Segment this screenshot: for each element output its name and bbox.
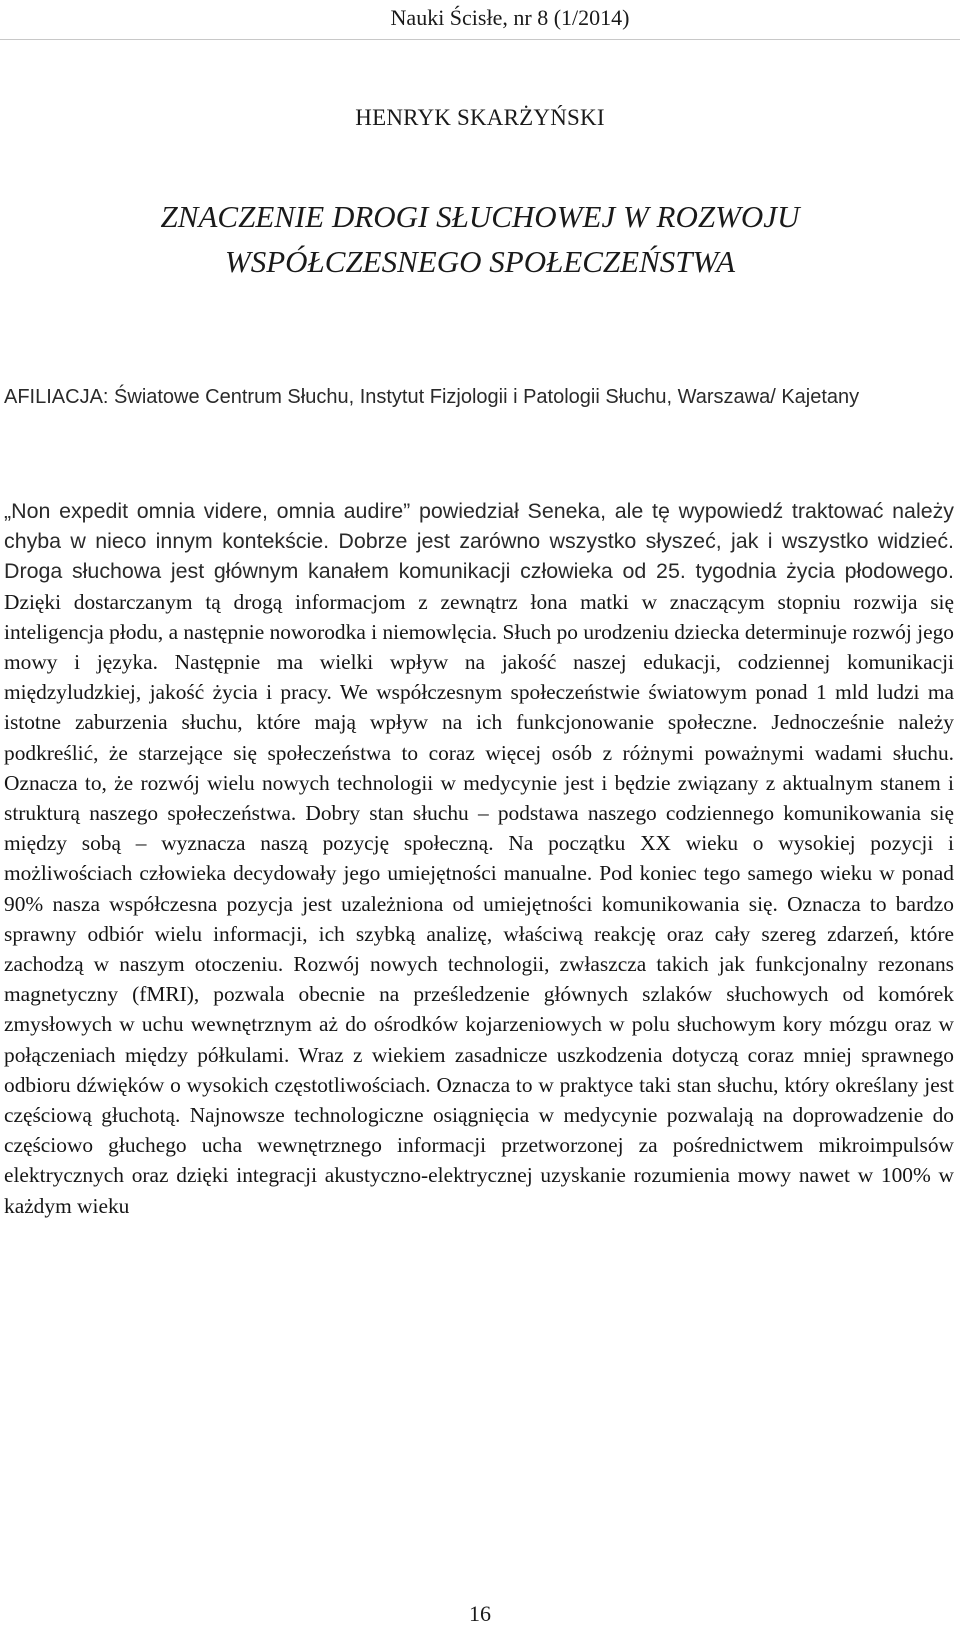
title-line-1: ZNACZENIE DROGI SŁUCHOWEJ W ROZWOJU [160, 199, 800, 234]
affiliation: AFILIACJA: Światowe Centrum Słuchu, Instytut Fizjologii i Patologii Słuchu, Warszawa/ Kajetany [4, 386, 860, 408]
running-header [0, 4, 960, 32]
body-text-part-1: „Non expedit omnia videre, omnia audire” powiedział Seneka, ale tę wypowiedź traktować należy chyba w nieco innym kontekście. Dobrze jest zarówno wszystko słyszeć, jak i wszystko widzieć. Droga słuchowa jest głównym kanałem komunikacji człowieka od 25. tygodnia życia płodowego. [4, 499, 954, 584]
title-line-2: WSPÓŁCZESNEGO SPOŁECZEŃSTWA [224, 244, 736, 279]
body-text-part-2: Dzięki dostarczanym tą drogą informacjom z zewnątrz łona matki w znaczącym stopniu rozwija się inteligencja płodu, a następnie noworodka i niemowlęcia. Słuch po urodzeniu dziecka determinuje rozwój jego mowy i języka. Następnie ma wielki wpływ na jakość naszej edukacji, codziennej komunikacji międzyludzkiej, jakość życia i pracy. We współczesnym społeczeństwie światowym ponad 1 mld ludzi ma istotne zaburzenia słuchu, które mają wpływ na ich funkcjonowanie społeczne. Jednocześnie należy podkreślić, że starzejące się społeczeństwa to coraz więcej osób z różnymi poważnymi wadami słuchu. Oznacza to, że rozwój wielu nowych technologii w medycynie jest i będzie związany z aktualnym stanem i strukturą naszego społeczeństwa. Dobry stan słuchu – podstawa naszego codziennego komunikowania się między sobą – wyznacza naszą pozycję społeczną. Na początku XX wieku o wysokiej pozycji i możliwościach człowieka decydowały jego umiejętności manualne. Pod koniec tego samego wieku w ponad 90% nasza współczesna pozycja jest uzależniona od umiejętności komunikowania się. Oznacza to bardzo sprawny odbiór wielu informacji, ich szybką analizę, właściwą reakcję oraz cały szereg zdarzeń, które zachodzą w naszym otoczeniu. Rozwój nowych technologii, zwłaszcza takich jak funkcjonalny rezonans magnetyczny (fMRI), pozwala obecnie na prześledzenie głównych szlaków słuchowych od komórek zmysłowych w uchu wewnętrznym aż do ośrodków kojarzeniowych w polu słuchowym kory mózgu oraz w połączeniach między półkulami. Wraz z wiekiem zasadnicze uszkodzenia dotyczą coraz mniej sprawnego odbioru dźwięków o wysokich częstotliwościach. Oznacza to w praktyce taki stan słuchu, który określany jest częściową głuchotą. Najnowsze technologiczne osiągnięcia w medycynie pozwalają na doprowadzenie do częściowo głuchego ucha wewnętrznego informacji przetworzonej za pośrednictwem mikroimpulsów elektrycznych oraz dzięki integracji akustyczno-elektrycznej uzyskanie rozumienia mowy nawet w 100% w każdym wieku [4, 589, 954, 1218]
header-divider [0, 39, 960, 40]
page-number: 16 [469, 1601, 491, 1626]
journal-name: Nauki Ścisłe, nr 8 (1/2014) [390, 5, 630, 30]
article-title [0, 194, 960, 284]
body-paragraph [4, 496, 954, 1221]
author-name: HENRYK SKARŻYŃSKI [355, 105, 605, 130]
